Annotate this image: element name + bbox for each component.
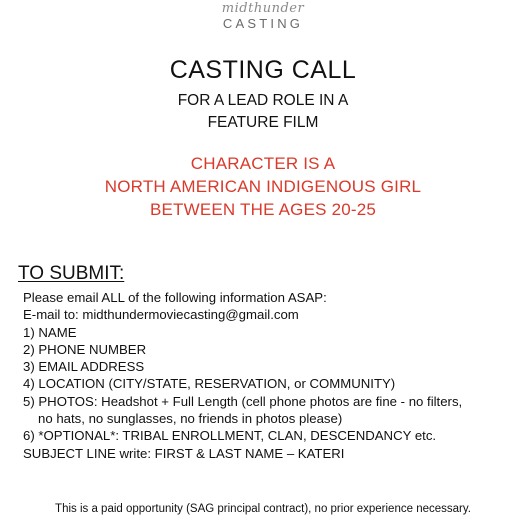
instruction-subject-line: SUBJECT LINE write: FIRST & LAST NAME – KATERI: [23, 445, 345, 461]
submission-instructions: [23, 289, 518, 462]
logo-wordmark: CASTING: [222, 16, 304, 31]
instruction-item-optional: 6) *OPTIONAL*: TRIBAL ENROLLMENT, CLAN, DESCENDANCY etc.: [23, 428, 437, 444]
footer-note: This is a paid opportunity (SAG principal contract), no prior experience necessary.: [55, 503, 471, 515]
instruction-item-photos: 5) PHOTOS: Headshot + Full Length (cell phone photos are fine - no filters,: [23, 393, 463, 409]
submit-heading: TO SUBMIT:: [18, 263, 125, 284]
logo-script-text: midthunder: [221, 1, 305, 16]
subtitle-line-2: FEATURE FILM: [207, 114, 319, 131]
character-line-3: BETWEEN THE AGES 20-25: [149, 200, 377, 219]
character-line-1: CHARACTER IS A: [190, 154, 336, 173]
instruction-item-name: 1) NAME: [23, 324, 77, 340]
instruction-item-location: 4) LOCATION (CITY/STATE, RESERVATION, or COMMUNITY): [23, 376, 396, 392]
casting-logo: [0, 2, 526, 32]
instruction-intro: Please email ALL of the following information ASAP:: [23, 290, 327, 305]
instruction-item-phone: 2) PHONE NUMBER: [23, 341, 147, 357]
instruction-item-email-address: 3) EMAIL ADDRESS: [23, 359, 145, 375]
instruction-item-photos-continued: no hats, no sunglasses, no friends in photos please): [38, 411, 343, 427]
instruction-email: E-mail to: midthundermoviecasting@gmail.com: [23, 307, 299, 323]
character-line-2: NORTH AMERICAN INDIGENOUS GIRL: [104, 177, 422, 196]
page-title: CASTING CALL: [169, 56, 357, 84]
subtitle-line-1: FOR A LEAD ROLE IN A: [177, 92, 349, 109]
